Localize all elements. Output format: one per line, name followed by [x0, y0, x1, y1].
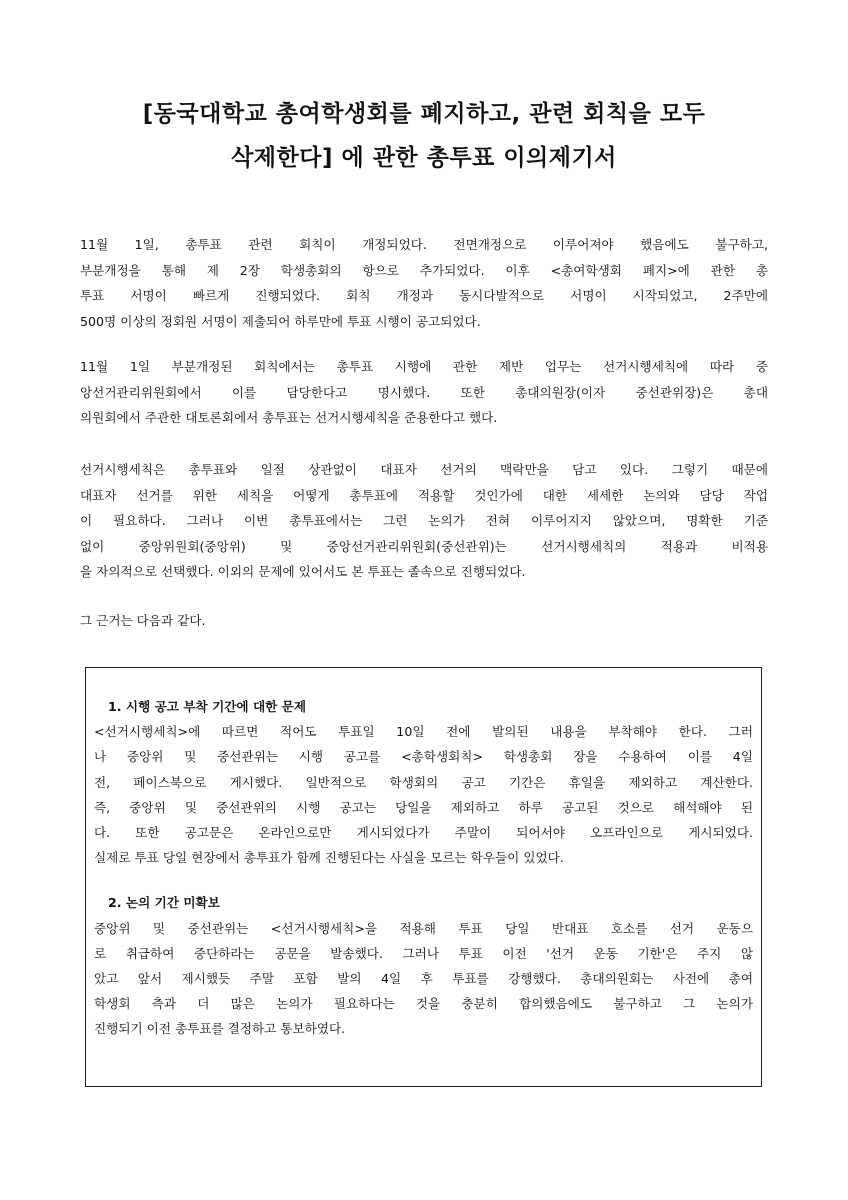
paragraph-4 [80, 608, 768, 634]
text-line: 선거시행세칙은 총투표와 일절 상관없이 대표자 선거의 맥락만을 담고 있다. 그렇기 때문에 [80, 462, 768, 477]
text-line: 았고 앞서 제시했듯 주말 포함 발의 4일 후 투표를 강행했다. 총대의원회는 사전에 총여 [94, 971, 753, 987]
text-line: 다. 또한 공고문은 온라인으로만 게시되었다가 주말이 되어서야 오프라인으로 게시되었다. [94, 825, 753, 841]
text-line: 실제로 투표 당일 현장에서 총투표가 함께 진행된다는 사실을 모르는 학우들이 있었다. [94, 850, 564, 866]
text-line: 500명 이상의 정회원 서명이 제출되어 하루만에 투표 시행이 공고되었다. [80, 313, 481, 329]
document-title [80, 92, 768, 180]
text-line: 중앙위 및 중선관위는 <선거시행세칙>을 적용해 투표 당일 반대표 호소를 선거 운동으 [94, 920, 753, 936]
section-1 [94, 694, 753, 870]
text-line: 투표 서명이 빠르게 진행되었다. 회칙 개정과 동시다발적으로 서명이 시작되었고, 2주만에 [80, 288, 768, 303]
text-line: 진행되기 이전 총투표를 결정하고 통보하였다. [94, 1021, 346, 1037]
text-line: 없이 중앙위원회(중앙위) 및 중앙선거관리위원회(중선관위)는 선거시행세칙의 적용과 비적용 [80, 538, 768, 554]
text-line: 나 중앙위 및 중선관위는 시행 공고를 <총학생회칙> 학생총회 장을 수용하여 이를 4일 [94, 749, 753, 765]
text-line: 학생회 측과 더 많은 논의가 필요하다는 것을 충분히 합의했음에도 불구하고 그 논의가 [94, 996, 753, 1012]
text-line: 전, 페이스북으로 게시했다. 일반적으로 학생회의 공고 기간은 휴일을 제외하고 계산한다. [94, 774, 753, 790]
grounds-box-content [94, 694, 753, 1042]
title-line-2: 삭제한다] 에 관한 총투표 이의제기서 [231, 145, 617, 171]
section-2 [94, 890, 753, 1041]
text-line: 대표자 선거를 위한 세칙을 어떻게 총투표에 적용할 것인가에 대한 세세한 논의와 담당 작업 [80, 487, 768, 503]
text-line: 부분개정을 통해 제 2장 학생총회의 항으로 추가되었다. 이후 <총여학생회 폐지>에 관한 총 [80, 262, 768, 278]
section-heading: 1. 시행 공고 부착 기간에 대한 문제 [108, 699, 307, 714]
text-line: 11월 1일 부분개정된 회칙에서는 총투표 시행에 관한 제반 업무는 선거시행세칙에 따라 중 [80, 359, 768, 374]
text-line: 이 필요하다. 그러나 이번 총투표에서는 그런 논의가 전혀 이루어지지 않았으며, 명확한 기준 [80, 513, 768, 528]
text-line: 의원회에서 주관한 대토론회에서 총투표는 선거시행세칙을 준용한다고 했다. [80, 410, 498, 425]
text-line: 앙선거관리위원회에서 이를 담당한다고 명시했다. 또한 총대의원장(이자 중선관위장)은 총대 [80, 384, 768, 400]
text-line: 11월 1일, 총투표 관련 회칙이 개정되었다. 전면개정으로 이루어져야 했음에도 불구하고, [80, 237, 768, 252]
section-heading: 2. 논의 기간 미확보 [108, 895, 220, 911]
grounds-box [85, 667, 762, 1087]
title-line-1: [동국대학교 총여학생회를 폐지하고, 관련 회칙을 모두 [142, 101, 706, 127]
section-gap [94, 870, 753, 890]
text-line: 그 근거는 다음과 같다. [80, 613, 206, 628]
paragraph-1 [80, 232, 768, 334]
paragraph-3 [80, 457, 768, 585]
text-line: 즉, 중앙위 및 중선관위의 시행 공고는 당일을 제외하고 하루 공고된 것으로 해석해야 된 [94, 799, 753, 815]
text-line: <선거시행세칙>에 따르면 적어도 투표일 10일 전에 발의된 내용을 부착해야 한다. 그러 [94, 724, 753, 740]
text-line: 을 자의적으로 선택했다. 이외의 문제에 있어서도 본 투표는 졸속으로 진행되었다. [80, 564, 526, 579]
paragraph-2 [80, 354, 768, 431]
text-line: 로 취급하여 중단하라는 공문을 발송했다. 그러나 투표 이전 '선거 운동 기한'은 주지 않 [94, 945, 753, 961]
